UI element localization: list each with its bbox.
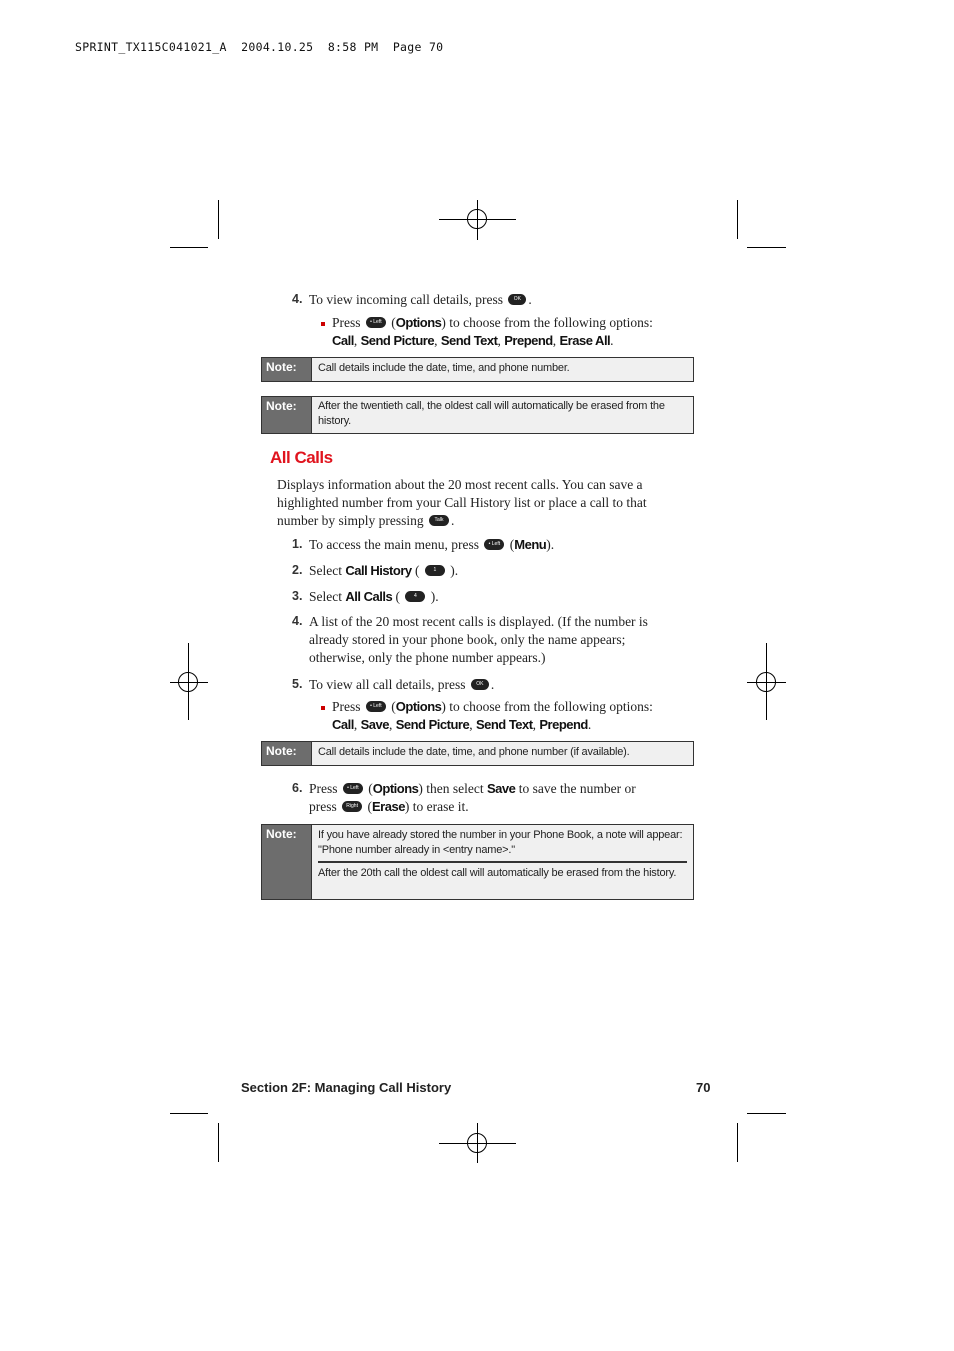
step-number: 5. xyxy=(292,677,303,691)
step-text: A list of the 20 most recent calls is displayed. (If the number is already stored in your phone book, only the name appears; otherwise, only the phone number appears.) xyxy=(309,614,648,665)
step-text: To view incoming call details, press OK . xyxy=(309,292,532,307)
right-softkey-icon: Right xyxy=(342,801,362,812)
four-key-icon: 4 xyxy=(405,591,425,602)
section-intro: Displays information about the 20 most recent calls. You can save a highlighted number from your Call History list or place a call to that number by simply pressing Talk . xyxy=(277,477,647,528)
step-number: 3. xyxy=(292,589,303,603)
note-text: After the 20th call the oldest call will automatically be erased from the history. xyxy=(318,867,677,879)
note-text: Call details include the date, time, and phone number. xyxy=(311,358,693,382)
note-box xyxy=(261,741,694,766)
left-softkey-icon: • Left xyxy=(343,783,363,794)
bullet-icon xyxy=(321,322,325,326)
note-box xyxy=(261,824,694,900)
print-slug: SPRINT_TX115C041021_A 2004.10.25 8:58 PM Page 70 xyxy=(75,40,444,54)
note-label: Note: xyxy=(262,825,311,899)
ok-key-icon: OK xyxy=(508,294,526,305)
step-number: 6. xyxy=(292,781,303,795)
bullet-text: Press • Left (Options) to choose from the following options: Call, Send Picture, Send Text, Prepend, Erase All. xyxy=(332,315,653,348)
step-text: Press • Left (Options) then select Save to save the number or press Right (Erase) to erase it. xyxy=(309,781,636,814)
note-box xyxy=(261,357,694,382)
left-softkey-icon: • Left xyxy=(366,317,386,328)
note-label: Note: xyxy=(262,742,311,765)
ok-key-icon: OK xyxy=(471,679,489,690)
step-text: Select All Calls ( 4 ). xyxy=(309,589,439,604)
section-heading: All Calls xyxy=(270,448,333,467)
bullet-text: Press • Left (Options) to choose from the following options: Call, Save, Send Picture, Send Text, Prepend. xyxy=(332,699,653,732)
note-box xyxy=(261,396,694,434)
step-text: Select Call History ( 1 ). xyxy=(309,563,459,578)
note-text: Call details include the date, time, and phone number (if available). xyxy=(311,742,693,766)
note-text: If you have already stored the number in your Phone Book, a note will appear: "Phone number already in <entry name>." xyxy=(318,829,683,856)
left-softkey-icon: • Left xyxy=(484,539,504,550)
step-number: 2. xyxy=(292,563,303,577)
one-key-icon: 1 xyxy=(425,565,445,576)
footer-section-title: Section 2F: Managing Call History xyxy=(241,1080,452,1095)
note-divider xyxy=(318,861,687,863)
page-number: 70 xyxy=(696,1080,711,1095)
step-text: To view all call details, press OK . xyxy=(309,677,495,692)
note-label: Note: xyxy=(262,358,311,381)
step-number: 4. xyxy=(292,292,303,306)
left-softkey-icon: • Left xyxy=(366,701,386,712)
talk-key-icon: Talk xyxy=(429,515,449,526)
bullet-icon xyxy=(321,706,325,710)
step-number: 1. xyxy=(292,537,303,551)
step-number: 4. xyxy=(292,614,303,628)
note-label: Note: xyxy=(262,397,311,433)
note-text: After the twentieth call, the oldest call will automatically be erased from the history. xyxy=(311,397,693,433)
step-text: To access the main menu, press • Left (Menu). xyxy=(309,537,555,552)
